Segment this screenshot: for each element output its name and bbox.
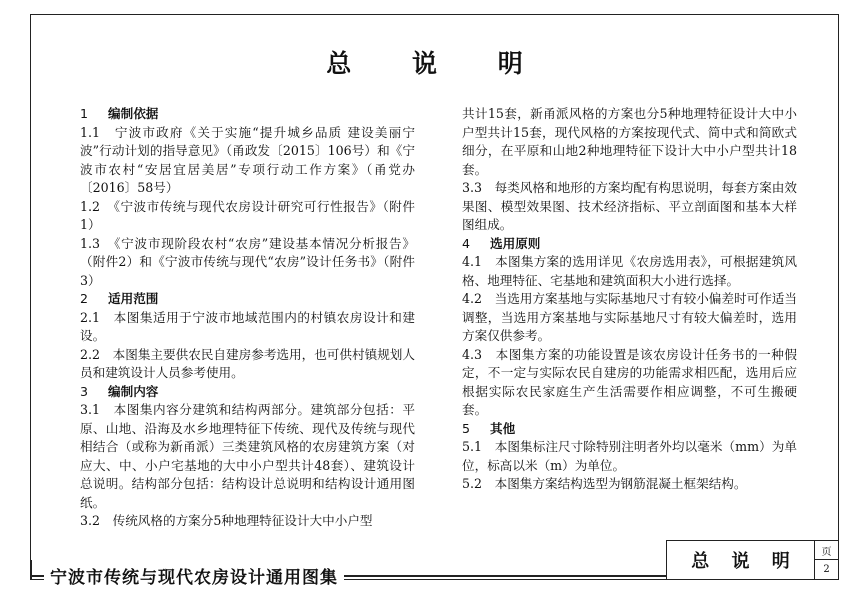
paragraph: 5.1 本图集标注尺寸除特别注明者外均以毫米（mm）为单位，标高以米（m）为单位。 bbox=[462, 439, 797, 473]
section-number: 1 bbox=[80, 106, 89, 121]
right-column bbox=[462, 105, 797, 494]
section-number: 2 bbox=[80, 291, 89, 306]
section-label: 选用原则 bbox=[490, 235, 541, 251]
section-number: 4 bbox=[462, 235, 471, 251]
section-label: 编制依据 bbox=[108, 106, 159, 121]
paragraph: 4.3 本图集方案的功能设置是该农房设计任务书的一种假定，不一定与实际农民自建房的功能需求相匹配，选用后应根据实际农民家庭生产生活需要作相应调整，不可生搬硬套。 bbox=[462, 346, 797, 417]
series-title: 宁波市传统与现代农房设计通用图集 bbox=[44, 563, 344, 588]
page-label: 页 bbox=[815, 541, 838, 560]
paragraph: 1.3 《宁波市现阶段农村“农房”建设基本情况分析报告》（附件2）和《宁波市传统与现代“农房”设计任务书》（附件3） bbox=[80, 235, 415, 288]
section-heading bbox=[80, 105, 415, 124]
left-column bbox=[80, 105, 415, 531]
page-title: 总 说 明 bbox=[326, 49, 549, 78]
section-label: 编制内容 bbox=[108, 383, 159, 399]
bottom-rule-right bbox=[372, 575, 667, 577]
frame-corner-tick bbox=[30, 560, 32, 580]
paragraph: 2.1 本图集适用于宁波市地域范围内的村镇农房设计和建设。 bbox=[80, 309, 415, 343]
section-label: 其他 bbox=[490, 420, 516, 436]
section-heading bbox=[80, 383, 415, 402]
paragraph: 3.1 本图集内容分建筑和结构两部分。建筑部分包括：平原、山地、沿海及水乡地理特征下传统、现代及传统与现代相结合（或称为新甬派）三类建筑风格的农房建筑方案（对应大、中、小户宅基地的大中小户型共计48套）、建筑设计总说明。结构部分包括：结构设计总说明和结构设计通用图纸。 bbox=[80, 402, 415, 510]
paragraph: 2.2 本图集主要供农民自建房参考选用，也可供村镇规划人员和建筑设计人员参考使用。 bbox=[80, 346, 415, 380]
paragraph: 共计15套，新甬派风格的方案也分5种地理特征设计大中小户型共计15套，现代风格的方案按现代式、简中式和简欧式细分，在平原和山地2种地理特征下设计大中小户型共计18套。 bbox=[462, 106, 797, 177]
section-heading bbox=[462, 235, 797, 254]
paragraph: 4.2 当选用方案基地与实际基地尺寸有较小偏差时可作适当调整，当选用方案基地与实际基地尺寸有较大偏差时，选用方案仅供参考。 bbox=[462, 291, 797, 343]
paragraph: 3.2 传统风格的方案分5种地理特征设计大中小户型 bbox=[80, 513, 373, 528]
section-heading bbox=[80, 290, 415, 309]
paragraph: 5.2 本图集方案结构选型为钢筋混凝土框架结构。 bbox=[462, 476, 747, 491]
title-block-name: 总 说 明 bbox=[667, 541, 815, 579]
section-label: 适用范围 bbox=[108, 291, 159, 306]
section-heading bbox=[462, 420, 797, 439]
section-number: 5 bbox=[462, 420, 471, 436]
paragraph: 4.1 本图集方案的选用详见《农房选用表》，可根据建筑风格、地理特征、宅基地和建筑面积大小进行选择。 bbox=[462, 254, 797, 288]
paragraph: 1.2 《宁波市传统与现代农房设计研究可行性报告》（附件1） bbox=[80, 198, 415, 232]
title-block bbox=[666, 540, 839, 580]
page-number: 2 bbox=[823, 564, 830, 575]
section-number: 3 bbox=[80, 383, 89, 399]
paragraph: 1.1 宁波市政府《关于实施“提升城乡品质 建设美丽宁波”行动计划的指导意见》（甬政发〔2015〕106号）和《宁波市农村“安居宜居美居”专项行动工作方案》（甬党办〔2016〕58号） bbox=[80, 124, 415, 195]
paragraph: 3.3 每类风格和地形的方案均配有构思说明，每套方案由效果图、模型效果图、技术经济指标、平立剖面图和基本大样图组成。 bbox=[462, 180, 797, 232]
